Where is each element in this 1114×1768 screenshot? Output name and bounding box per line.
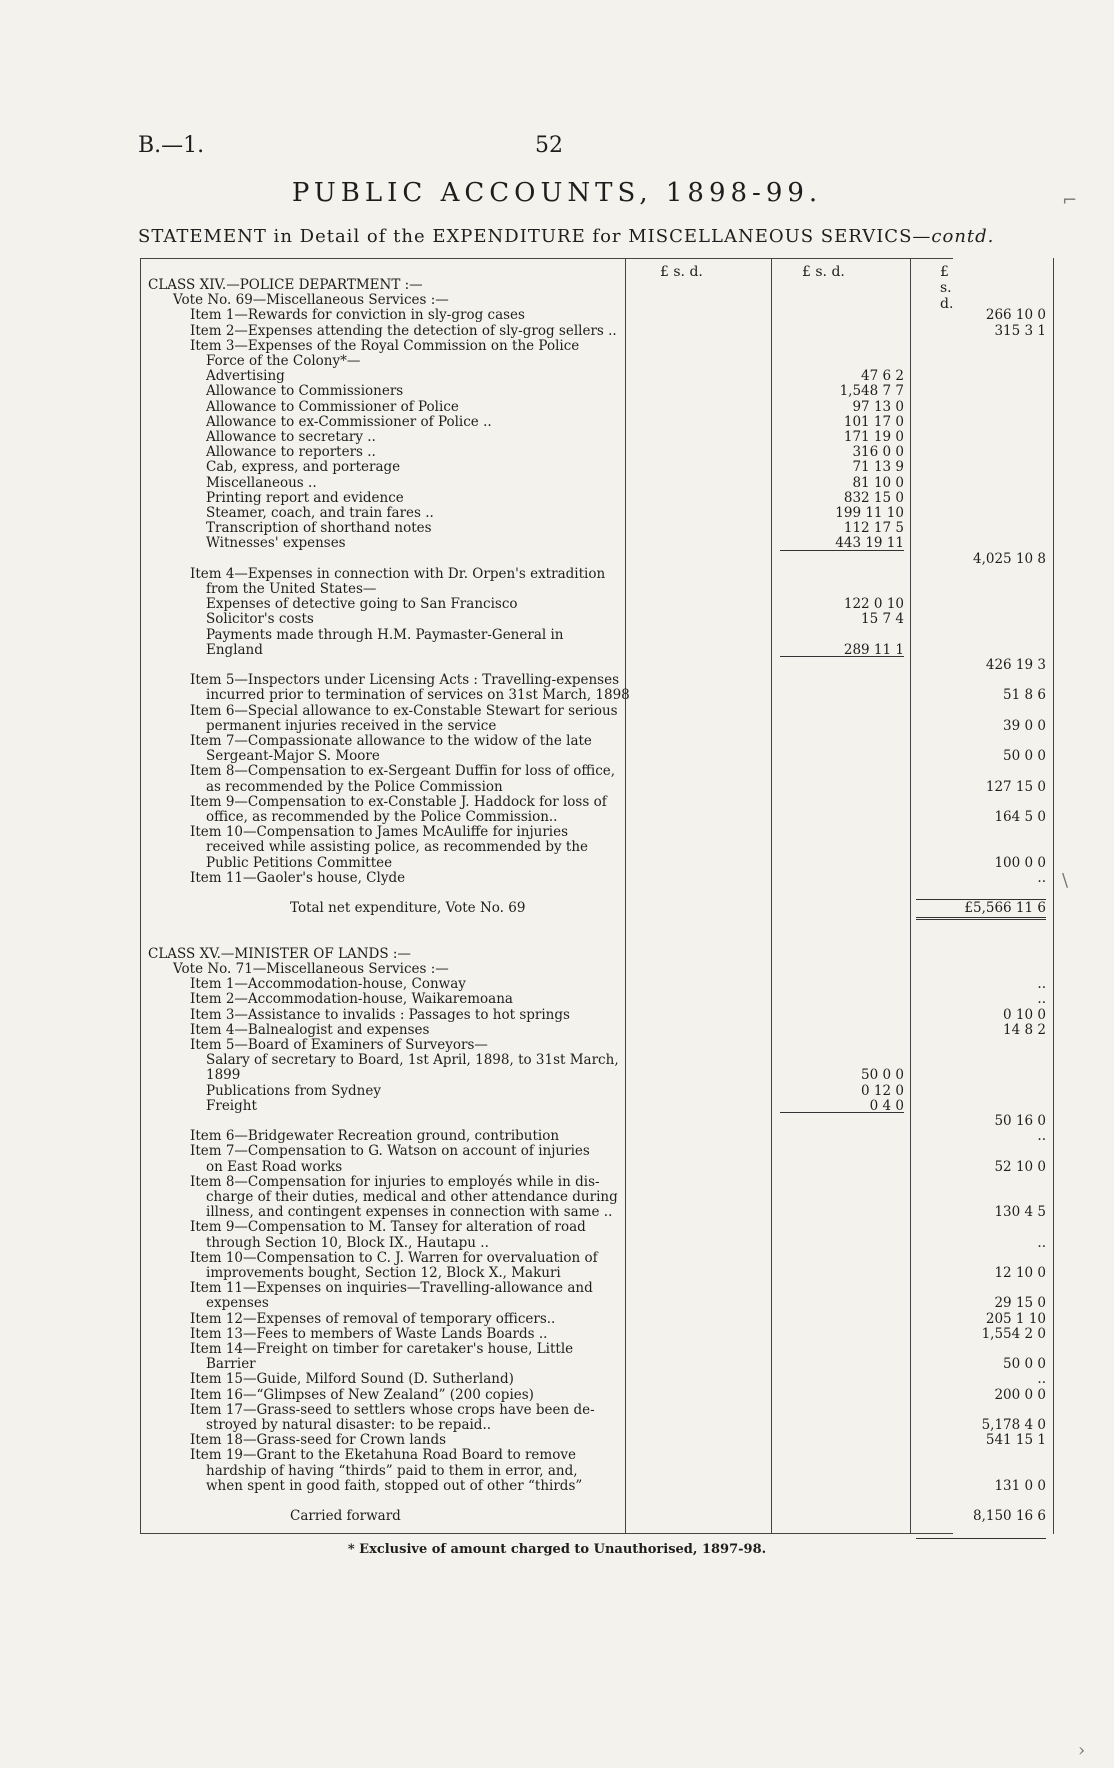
row-description: Item 17—Grass-seed to settlers whose crops have been de- xyxy=(190,1401,595,1418)
ledger-row xyxy=(140,1494,953,1509)
row-amount-c3: 1,554 2 0 xyxy=(981,1325,1046,1342)
row-amount-c3: 426 19 3 xyxy=(985,657,1046,673)
ledger-row xyxy=(140,491,953,506)
row-description: charge of their duties, medical and other attendance during xyxy=(206,1189,618,1205)
row-description: Item 16—“Glimpses of New Zealand” (200 copies) xyxy=(190,1386,534,1403)
row-description: Item 7—Compassionate allowance to the widow of the late xyxy=(190,733,592,749)
row-amount-c3: 164 5 0 xyxy=(994,809,1046,825)
row-amount-c2: 97 13 0 xyxy=(852,398,904,415)
row-amount-c2: 199 11 10 xyxy=(835,505,904,521)
row-description: England xyxy=(206,641,263,658)
ledger-row xyxy=(140,567,953,582)
row-description: Payments made through H.M. Paymaster-General in xyxy=(206,626,564,643)
row-amount-c3: 39 0 0 xyxy=(1003,717,1046,734)
row-amount-c3: 50 0 0 xyxy=(1003,1356,1046,1373)
subtitle-text: STATEMENT in Detail of the EXPENDITURE for MISCELLANEOUS SERVICS— xyxy=(138,226,932,247)
ledger-row xyxy=(140,916,953,931)
row-description: Item 8—Compensation to ex-Sergeant Duffin for loss of office, xyxy=(190,763,616,780)
row-description: Item 3—Expenses of the Royal Commission on the Police xyxy=(190,337,580,354)
row-amount-c3: 541 15 1 xyxy=(985,1432,1046,1449)
column-header-2: £ s. d. xyxy=(802,264,845,280)
row-amount-c3: .. xyxy=(1037,1234,1046,1251)
ledger-row xyxy=(140,795,953,810)
ledger-row xyxy=(140,384,953,399)
row-description: Item 18—Grass-seed for Crown lands xyxy=(190,1432,447,1449)
subtotal-rule xyxy=(780,1112,904,1113)
row-amount-c2: 289 11 1 xyxy=(843,641,904,658)
ledger-row xyxy=(140,991,1046,1008)
row-description: Allowance to reporters .. xyxy=(206,444,376,461)
ledger-row xyxy=(140,1006,1046,1023)
row-description: Expenses of detective going to San Francisco xyxy=(206,596,518,613)
ledger-row xyxy=(140,717,1046,734)
ledger-top-rule xyxy=(140,258,953,259)
ledger-row xyxy=(140,1204,1046,1221)
row-description: illness, and contingent expenses in connection with same .. xyxy=(206,1204,613,1221)
row-description: expenses xyxy=(206,1295,269,1312)
row-description: Item 15—Guide, Milford Sound (D. Sutherland) xyxy=(190,1371,514,1388)
ledger-row xyxy=(140,1234,1046,1251)
ledger-row xyxy=(140,1403,953,1418)
row-description: as recommended by the Police Commission xyxy=(206,778,503,795)
page-number: 52 xyxy=(535,133,563,158)
ledger-row xyxy=(140,339,953,354)
row-description: Advertising xyxy=(206,368,285,385)
row-description: Total net expenditure, Vote No. 69 xyxy=(290,900,526,917)
ledger-row xyxy=(140,628,953,643)
ledger-row xyxy=(140,1325,1046,1342)
ledger-right-border xyxy=(1053,258,1054,1534)
ledger-row xyxy=(140,612,953,627)
row-description: from the United States— xyxy=(206,581,377,597)
row-description: Item 4—Expenses in connection with Dr. Orpen's extradition xyxy=(190,565,606,582)
row-amount-c3: 12 10 0 xyxy=(994,1265,1046,1281)
row-amount-c2: 0 12 0 xyxy=(861,1082,904,1099)
row-description: stroyed by natural disaster: to be repaid.. xyxy=(206,1417,492,1433)
margin-mark: › xyxy=(1078,1740,1086,1761)
column-header-3: £ s. d. xyxy=(940,264,954,312)
ledger-row xyxy=(140,1342,953,1357)
row-description: CLASS XV.—MINISTER OF LANDS :— xyxy=(148,945,411,962)
row-amount-c3: 315 3 1 xyxy=(994,322,1046,339)
row-amount-c3: 51 8 6 xyxy=(1003,687,1046,704)
row-description: Item 12—Expenses of removal of temporary officers.. xyxy=(190,1310,556,1327)
row-description: through Section 10, Block IX., Hautapu .. xyxy=(206,1234,489,1251)
ledger-row xyxy=(140,1386,1046,1403)
row-amount-c2: 316 0 0 xyxy=(852,444,904,461)
row-amount-c3: 0 10 0 xyxy=(1003,1006,1046,1023)
ledger-row xyxy=(140,369,953,384)
ledger-row xyxy=(140,734,953,749)
ledger-row xyxy=(140,1053,953,1068)
ledger-row xyxy=(140,886,953,901)
row-description: Allowance to secretary .. xyxy=(206,429,376,445)
row-amount-c2: 15 7 4 xyxy=(861,611,904,628)
column-header-1: £ s. d. xyxy=(660,264,703,280)
row-description: Witnesses' expenses xyxy=(206,535,346,552)
row-description: office, as recommended by the Police Commission.. xyxy=(206,809,558,825)
row-description: on East Road works xyxy=(206,1158,343,1175)
row-description: Printing report and evidence xyxy=(206,489,404,506)
ledger-row xyxy=(140,1448,953,1463)
ledger-row xyxy=(140,400,953,415)
row-description: Item 19—Grant to the Eketahuna Road Board to remove xyxy=(190,1447,576,1464)
ledger-row xyxy=(140,1128,1046,1145)
row-description: CLASS XIV.—POLICE DEPARTMENT :— xyxy=(148,277,423,293)
row-description: Item 10—Compensation to C. J. Warren for overvaluation of xyxy=(190,1249,598,1266)
row-amount-c2: 0 4 0 xyxy=(869,1097,904,1114)
row-description: Item 7—Compensation to G. Watson on account of injuries xyxy=(190,1143,590,1160)
ledger-row xyxy=(140,506,953,521)
ledger-row xyxy=(140,840,953,855)
ledger-row xyxy=(140,1265,1046,1281)
ledger-row xyxy=(140,1310,1046,1327)
ledger-row xyxy=(140,1068,953,1083)
row-amount-c3: 52 10 0 xyxy=(994,1158,1046,1175)
ledger-row xyxy=(140,778,1046,795)
row-amount-c2: 71 13 9 xyxy=(852,459,904,476)
row-description: when spent in good faith, stopped out of other “thirds” xyxy=(206,1477,583,1494)
row-description: Item 5—Board of Examiners of Surveyors— xyxy=(190,1037,488,1053)
ledger-row xyxy=(140,900,1046,917)
margin-mark: \ xyxy=(1062,870,1069,891)
row-amount-c3: 50 16 0 xyxy=(994,1113,1046,1129)
ledger-row xyxy=(140,1175,953,1190)
margin-mark: ⌐ xyxy=(1062,190,1078,211)
row-description: Sergeant-Major S. Moore xyxy=(206,748,380,765)
ledger-row xyxy=(140,1158,1046,1175)
total-double-rule xyxy=(916,917,1046,920)
row-amount-c3: 130 4 5 xyxy=(994,1204,1046,1221)
ledger-row xyxy=(140,1190,953,1205)
row-amount-c3: 5,178 4 0 xyxy=(981,1417,1046,1433)
ledger-row xyxy=(140,322,1046,339)
row-amount-c2: 122 0 10 xyxy=(843,596,904,613)
ledger-row xyxy=(140,293,953,308)
ledger-row xyxy=(140,278,953,293)
row-description: Item 5—Inspectors under Licensing Acts : Travelling-expenses xyxy=(190,672,620,689)
row-amount-c3: 50 0 0 xyxy=(1003,748,1046,765)
row-description: received while assisting police, as recommended by the xyxy=(206,839,589,856)
ledger-row xyxy=(140,307,1046,324)
row-amount-c3: 205 1 10 xyxy=(985,1310,1046,1327)
row-amount-c3: 127 15 0 xyxy=(985,778,1046,795)
ledger-row xyxy=(140,962,953,977)
row-description: hardship of having “thirds” paid to them in error, and, xyxy=(206,1462,578,1479)
row-description: Item 10—Compensation to James McAuliffe for injuries xyxy=(190,824,569,841)
row-amount-c2: 112 17 5 xyxy=(843,520,904,537)
row-description: Item 11—Gaoler's house, Clyde xyxy=(190,869,406,886)
ledger-row xyxy=(140,1417,1046,1433)
page-title: PUBLIC ACCOUNTS, 1898-99. xyxy=(291,178,823,208)
ledger-row xyxy=(140,1508,1046,1525)
ledger-row xyxy=(140,764,953,779)
row-amount-c2: 171 19 0 xyxy=(843,429,904,445)
row-description: Allowance to Commissioner of Police xyxy=(206,398,459,415)
row-description: Cab, express, and porterage xyxy=(206,459,401,476)
row-amount-c3: .. xyxy=(1037,976,1046,993)
expenditure-ledger xyxy=(140,258,1046,1534)
row-description: Solicitor's costs xyxy=(206,611,314,628)
ledger-row xyxy=(140,673,953,688)
row-description: Item 2—Accommodation-house, Waikaremoana xyxy=(190,991,513,1008)
row-description: Item 9—Compensation to M. Tansey for alteration of road xyxy=(190,1219,586,1236)
row-description: Item 6—Special allowance to ex-Constable Stewart for serious xyxy=(190,702,618,719)
ledger-row xyxy=(140,354,953,369)
row-amount-c3: 29 15 0 xyxy=(994,1295,1046,1312)
row-description: Freight xyxy=(206,1097,257,1114)
row-description: Item 1—Accommodation-house, Conway xyxy=(190,976,466,993)
ledger-row xyxy=(140,809,1046,825)
row-amount-c3: 131 0 0 xyxy=(994,1477,1046,1494)
ledger-row xyxy=(140,550,1046,567)
ledger-row xyxy=(140,854,1046,871)
ledger-row xyxy=(140,445,953,460)
row-description: Miscellaneous .. xyxy=(206,474,317,491)
row-amount-c3: .. xyxy=(1037,1128,1046,1145)
ledger-row xyxy=(140,430,953,445)
ledger-row xyxy=(140,932,953,947)
row-description: 1899 xyxy=(206,1067,241,1084)
subtotal-rule xyxy=(916,1538,1046,1539)
ledger-row xyxy=(140,1084,953,1099)
ledger-row xyxy=(140,582,953,597)
row-description: Item 8—Compensation for injuries to employés while in dis- xyxy=(190,1173,600,1190)
ledger-row xyxy=(140,976,1046,993)
subtotal-rule xyxy=(780,656,904,657)
row-amount-c3: .. xyxy=(1037,991,1046,1008)
ledger-row xyxy=(140,1371,1046,1388)
row-description: Force of the Colony*— xyxy=(206,353,361,369)
ledger-row xyxy=(140,657,1046,673)
row-description: Transcription of shorthand notes xyxy=(206,520,432,537)
row-description: Item 9—Compensation to ex-Constable J. Haddock for loss of xyxy=(190,793,607,810)
ledger-row xyxy=(140,476,953,491)
row-description: Item 3—Assistance to invalids : Passages to hot springs xyxy=(190,1006,570,1023)
ledger-row xyxy=(140,460,953,475)
subtitle-contd: contd. xyxy=(931,226,995,247)
ledger-row xyxy=(140,1432,1046,1449)
row-amount-c3: .. xyxy=(1037,1371,1046,1388)
row-description: Allowance to ex-Commissioner of Police .. xyxy=(206,413,492,430)
ledger-row xyxy=(140,1021,1046,1038)
ledger-row xyxy=(140,1281,953,1296)
row-description: permanent injuries received in the service xyxy=(206,717,497,734)
row-description: Carried forward xyxy=(290,1508,401,1525)
row-description: Item 2—Expenses attending the detection of sly-grog sellers .. xyxy=(190,322,617,339)
ledger-row xyxy=(140,704,953,719)
ledger-row xyxy=(140,687,1046,704)
row-description: Publications from Sydney xyxy=(206,1082,381,1099)
ledger-row xyxy=(140,1251,953,1266)
row-description: Barrier xyxy=(206,1356,256,1373)
row-amount-c3: £5,566 11 6 xyxy=(964,900,1046,917)
row-description: Item 14—Freight on timber for caretaker's house, Little xyxy=(190,1341,574,1357)
ledger-row xyxy=(140,1464,953,1479)
row-amount-c2: 101 17 0 xyxy=(843,413,904,430)
ledger-row xyxy=(140,1038,953,1053)
row-description: improvements bought, Section 12, Block X., Makuri xyxy=(206,1265,561,1281)
ledger-row xyxy=(140,825,953,840)
ledger-row xyxy=(140,1113,1046,1129)
row-description: Salary of secretary to Board, 1st April, 1898, to 31st March, xyxy=(206,1052,619,1069)
ledger-row xyxy=(140,597,953,612)
row-amount-c2: 832 15 0 xyxy=(843,489,904,506)
footnote: * Exclusive of amount charged to Unauthorised, 1897-98. xyxy=(347,1542,767,1558)
row-description: Item 1—Rewards for conviction in sly-grog cases xyxy=(190,307,525,324)
row-amount-c3: 8,150 16 6 xyxy=(973,1508,1046,1525)
ledger-row xyxy=(140,1295,1046,1312)
row-amount-c3: 100 0 0 xyxy=(994,854,1046,871)
ledger-row xyxy=(140,748,1046,765)
row-description: incurred prior to termination of services on 31st March, 1898 xyxy=(206,687,630,704)
row-amount-c2: 1,548 7 7 xyxy=(839,383,904,400)
row-amount-c3: 266 10 0 xyxy=(985,307,1046,324)
ledger-row xyxy=(140,1356,1046,1373)
document-reference: B.—1. xyxy=(138,133,205,158)
row-description: Steamer, coach, and train fares .. xyxy=(206,505,434,521)
ledger-row xyxy=(140,521,953,536)
ledger-row xyxy=(140,947,953,962)
row-amount-c2: 47 6 2 xyxy=(861,368,904,385)
subtotal-rule xyxy=(780,550,904,551)
ledger-bottom-rule xyxy=(140,1533,953,1534)
row-description: Item 11—Expenses on inquiries—Travelling-allowance and xyxy=(190,1280,593,1297)
subtotal-rule xyxy=(916,899,1046,900)
row-amount-c3: 4,025 10 8 xyxy=(973,550,1046,567)
ledger-row xyxy=(140,1477,1046,1494)
ledger-row xyxy=(140,1220,953,1235)
page-subtitle xyxy=(138,226,994,247)
ledger-row xyxy=(140,869,1046,886)
row-amount-c3: 200 0 0 xyxy=(994,1386,1046,1403)
row-amount-c3: .. xyxy=(1037,869,1046,886)
row-description: Item 13—Fees to members of Waste Lands Boards .. xyxy=(190,1325,548,1342)
row-description: Vote No. 71—Miscellaneous Services :— xyxy=(173,961,449,977)
ledger-row xyxy=(140,1144,953,1159)
row-amount-c2: 443 19 11 xyxy=(835,535,904,552)
row-description: Vote No. 69—Miscellaneous Services :— xyxy=(173,292,449,309)
row-description: Item 4—Balnealogist and expenses xyxy=(190,1021,430,1038)
row-amount-c2: 81 10 0 xyxy=(852,474,904,491)
ledger-row xyxy=(140,415,953,430)
row-amount-c3: 14 8 2 xyxy=(1003,1021,1046,1038)
row-amount-c2: 50 0 0 xyxy=(861,1067,904,1084)
row-description: Public Petitions Committee xyxy=(206,854,393,871)
row-description: Item 6—Bridgewater Recreation ground, contribution xyxy=(190,1128,560,1145)
row-description: Allowance to Commissioners xyxy=(206,383,404,400)
